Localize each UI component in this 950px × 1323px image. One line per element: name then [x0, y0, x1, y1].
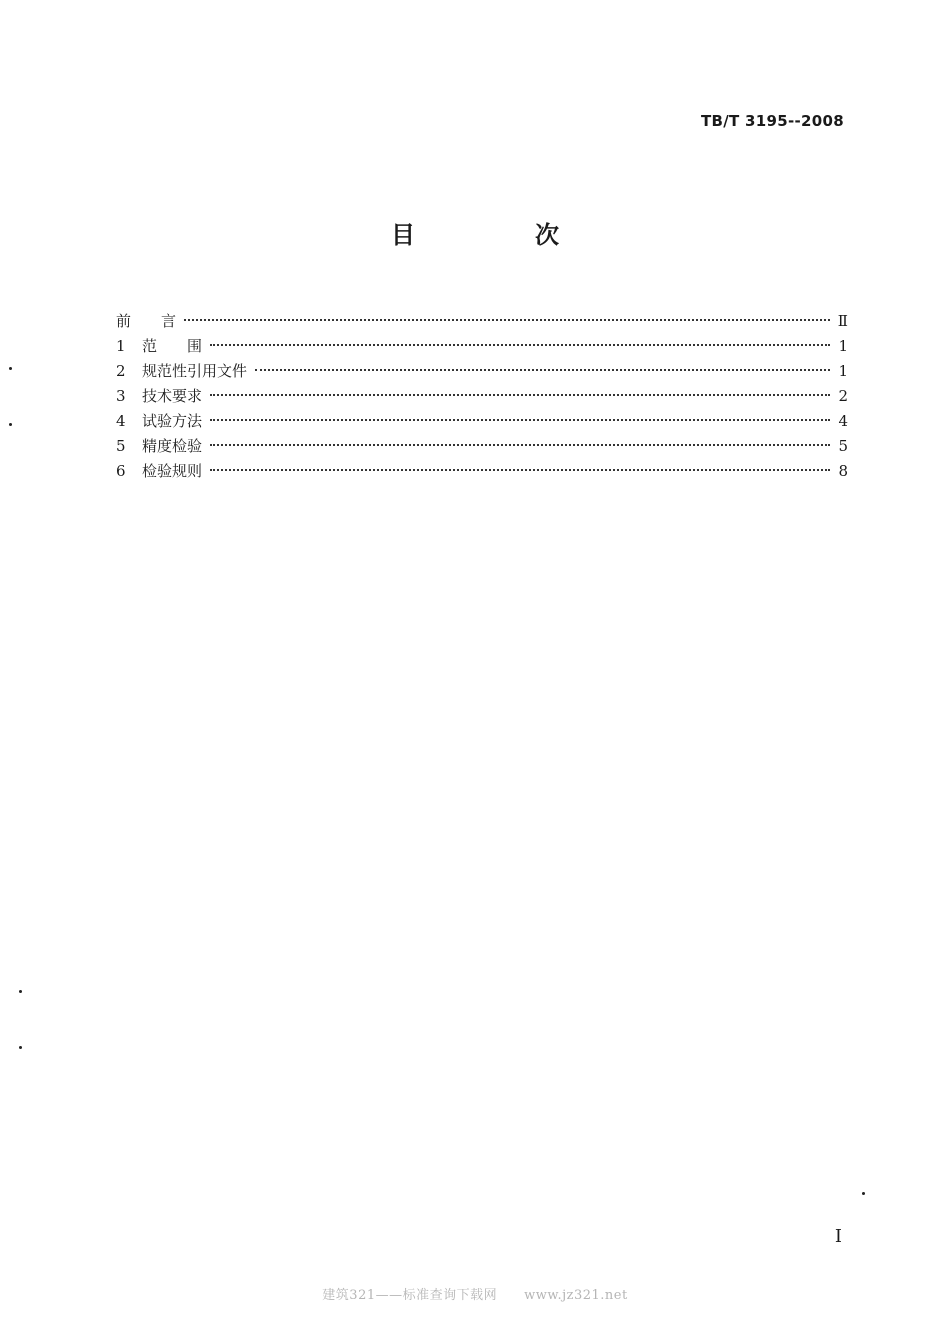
leader-dots: [184, 319, 830, 321]
toc-label: 检验规则: [142, 462, 203, 480]
leader-dots: [210, 469, 830, 471]
toc-label: 规范性引用文件: [142, 362, 248, 380]
toc-entry-3[interactable]: [116, 385, 848, 410]
toc-label: 技术要求: [142, 387, 203, 405]
toc-entry-6[interactable]: [116, 460, 848, 485]
scan-speck: [9, 423, 12, 426]
toc-page-number: 5: [838, 437, 848, 455]
toc-number: 6: [116, 462, 126, 480]
toc-number: 3: [116, 387, 126, 405]
toc-entry-1[interactable]: [116, 335, 848, 360]
page-title: 目 次: [391, 221, 607, 249]
standard-code: TB/T 3195--2008: [700, 112, 844, 130]
toc-number: 1: [116, 337, 126, 355]
toc-entry-2[interactable]: [116, 360, 848, 385]
leader-dots: [210, 444, 830, 446]
toc-label: 试验方法: [142, 412, 203, 430]
toc-page-number: Ⅱ: [837, 312, 848, 330]
toc-page-number: 1: [838, 362, 848, 380]
leader-dots: [210, 394, 830, 396]
toc-entry-foreword[interactable]: [116, 310, 848, 335]
toc-number: 4: [116, 412, 126, 430]
scan-speck: [9, 367, 12, 370]
leader-dots: [210, 419, 830, 421]
scan-speck: [19, 1046, 22, 1049]
toc-label: 范 围: [142, 337, 203, 355]
scan-speck: [19, 990, 22, 993]
toc-page-number: 2: [838, 387, 848, 405]
watermark: 建筑321——标准查询下载网 www.jz321.net: [322, 1288, 628, 1303]
toc-entry-4[interactable]: [116, 410, 848, 435]
toc-page-number: 4: [838, 412, 848, 430]
toc-number: 2: [116, 362, 126, 380]
scan-speck: [862, 1192, 865, 1195]
page-number: I: [834, 1226, 842, 1247]
toc-label: 精度检验: [142, 437, 203, 455]
toc-label: 前 言: [116, 312, 177, 330]
leader-dots: [255, 369, 830, 371]
toc-page-number: 8: [838, 462, 848, 480]
table-of-contents: [116, 310, 848, 485]
toc-page-number: 1: [838, 337, 848, 355]
toc-entry-5[interactable]: [116, 435, 848, 460]
toc-number: 5: [116, 437, 126, 455]
leader-dots: [210, 344, 830, 346]
